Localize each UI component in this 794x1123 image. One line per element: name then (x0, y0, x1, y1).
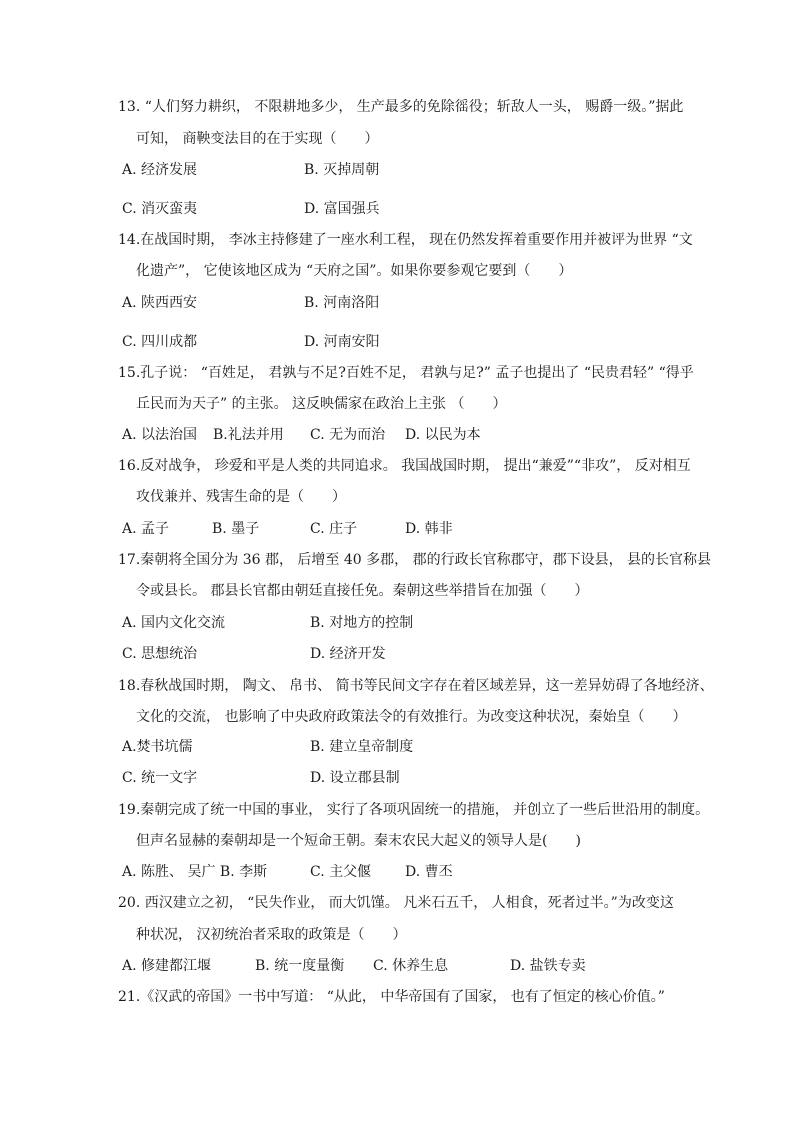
question-18-line-1: 18.春秋战国时期， 陶文、 帛书、 简书等民间文字存在着区域差异，这一差异妨碍了各地经济、 (118, 678, 714, 694)
question-14-option-c[interactable]: C. 四川成都 (122, 334, 198, 350)
question-17-option-a[interactable]: A. 国内文化交流 (122, 615, 226, 631)
question-18-option-b[interactable]: B. 建立皇帝制度 (310, 739, 414, 755)
question-19-option-d[interactable]: D. 曹丕 (405, 864, 453, 880)
question-15-option-c[interactable]: C. 无为而治 (310, 427, 386, 443)
question-19-line-2: 但声名显赫的秦朝却是一个短命王朝。秦末农民大起义的领导人是( ) (136, 833, 581, 849)
question-16-option-c[interactable]: C. 庄子 (310, 521, 358, 537)
question-16-option-a[interactable]: A. 孟子 (122, 521, 170, 537)
question-13-option-d[interactable]: D. 富国强兵 (304, 201, 380, 217)
question-21-line-1: 21.《汉武的帝国》一书中写道： “从此， 中华帝国有了国家， 也有了恒定的核心价值。” (118, 989, 665, 1005)
question-17-option-c[interactable]: C. 思想统治 (122, 646, 198, 662)
question-19-option-c[interactable]: C. 主父偃 (310, 864, 372, 880)
question-18-line-2: 文化的交流， 也影响了中央政府政策法令的有效推行。为改变这种状况，秦始皇（ ） (136, 709, 687, 725)
question-20-option-b[interactable]: B. 统一度量衡 (255, 958, 345, 974)
question-15-option-d[interactable]: D. 以民为本 (405, 427, 481, 443)
question-13-option-b[interactable]: B. 灭掉周朝 (304, 162, 380, 178)
question-16-option-b[interactable]: B. 墨子 (212, 521, 260, 537)
question-15-option-b[interactable]: B.礼法并用 (213, 427, 284, 443)
question-15-option-a[interactable]: A. 以法治国 (122, 427, 198, 443)
question-20-line-2: 种状况， 汉初统治者采取的政策是（ ） (136, 927, 407, 943)
question-15-line-1: 15.孔子说： “百姓足， 君孰与不足?百姓不足， 君孰与足?” 孟子也提出了 “民贵君轻” “得乎 (118, 365, 694, 381)
question-14-option-a[interactable]: A. 陕西西安 (122, 295, 198, 311)
question-18-option-c[interactable]: C. 统一文字 (122, 770, 198, 786)
question-18-option-d[interactable]: D. 设立郡县制 (310, 770, 400, 786)
question-15-line-2: 丘民而为天子” 的主张。 这反映儒家在政治上主张 （ ） (136, 396, 507, 412)
question-16-line-1: 16.反对战争， 珍爱和平是人类的共同追求。 我国战国时期， 提出“兼爱”“非攻”， 反对相互 (118, 458, 691, 474)
question-17-line-1: 17.秦朝将全国分为 36 郡， 后增至 40 多郡， 郡的行政长官称郡守，郡下设县， 县的长官称县 (118, 552, 712, 568)
question-20-option-c[interactable]: C. 休养生息 (373, 958, 449, 974)
question-16-line-2: 攻伐兼并、残害生命的是（ ） (136, 489, 346, 505)
question-19-option-ab[interactable]: A. 陈胜、 吴广 B. 李斯 (122, 864, 268, 880)
question-14-line-2: 化遗产”， 它使该地区成为 “天府之国”。如果你要参观它要到（ ） (136, 263, 573, 279)
question-14-option-b[interactable]: B. 河南洛阳 (304, 295, 380, 311)
question-18-option-a[interactable]: A.焚书坑儒 (122, 739, 193, 755)
question-14-option-d[interactable]: D. 河南安阳 (304, 334, 380, 350)
question-13-line-1: 13. “人们努力耕织， 不限耕地多少， 生产最多的免除徭役；斩敌人一头， 赐爵一级。”据此 (118, 99, 684, 115)
question-20-option-a[interactable]: A. 修建都江堰 (122, 958, 212, 974)
question-20-line-1: 20. 西汉建立之初， “民失作业， 而大饥馑。 凡米石五千， 人相食，死者过半。”为改变这 (118, 895, 674, 911)
question-13-option-c[interactable]: C. 消灭蛮夷 (122, 201, 198, 217)
question-17-option-d[interactable]: D. 经济开发 (310, 646, 386, 662)
question-13-option-a[interactable]: A. 经济发展 (122, 162, 198, 178)
question-19-line-1: 19.秦朝完成了统一中国的事业， 实行了各项巩固统一的措施， 并创立了一些后世沿用的制度。 (118, 802, 710, 818)
question-16-option-d[interactable]: D. 韩非 (405, 521, 453, 537)
question-13-line-2: 可知， 商鞅变法目的在于实现（ ） (136, 131, 379, 147)
question-20-option-d[interactable]: D. 盐铁专卖 (510, 958, 586, 974)
question-17-line-2: 令或县长。 郡县长官都由朝廷直接任免。秦朝这些举措旨在加强（ ） (136, 583, 589, 599)
question-17-option-b[interactable]: B. 对地方的控制 (310, 615, 414, 631)
question-14-line-1: 14.在战国时期， 李冰主持修建了一座水利工程， 现在仍然发挥着重要作用并被评为世界 “文 (118, 232, 693, 248)
